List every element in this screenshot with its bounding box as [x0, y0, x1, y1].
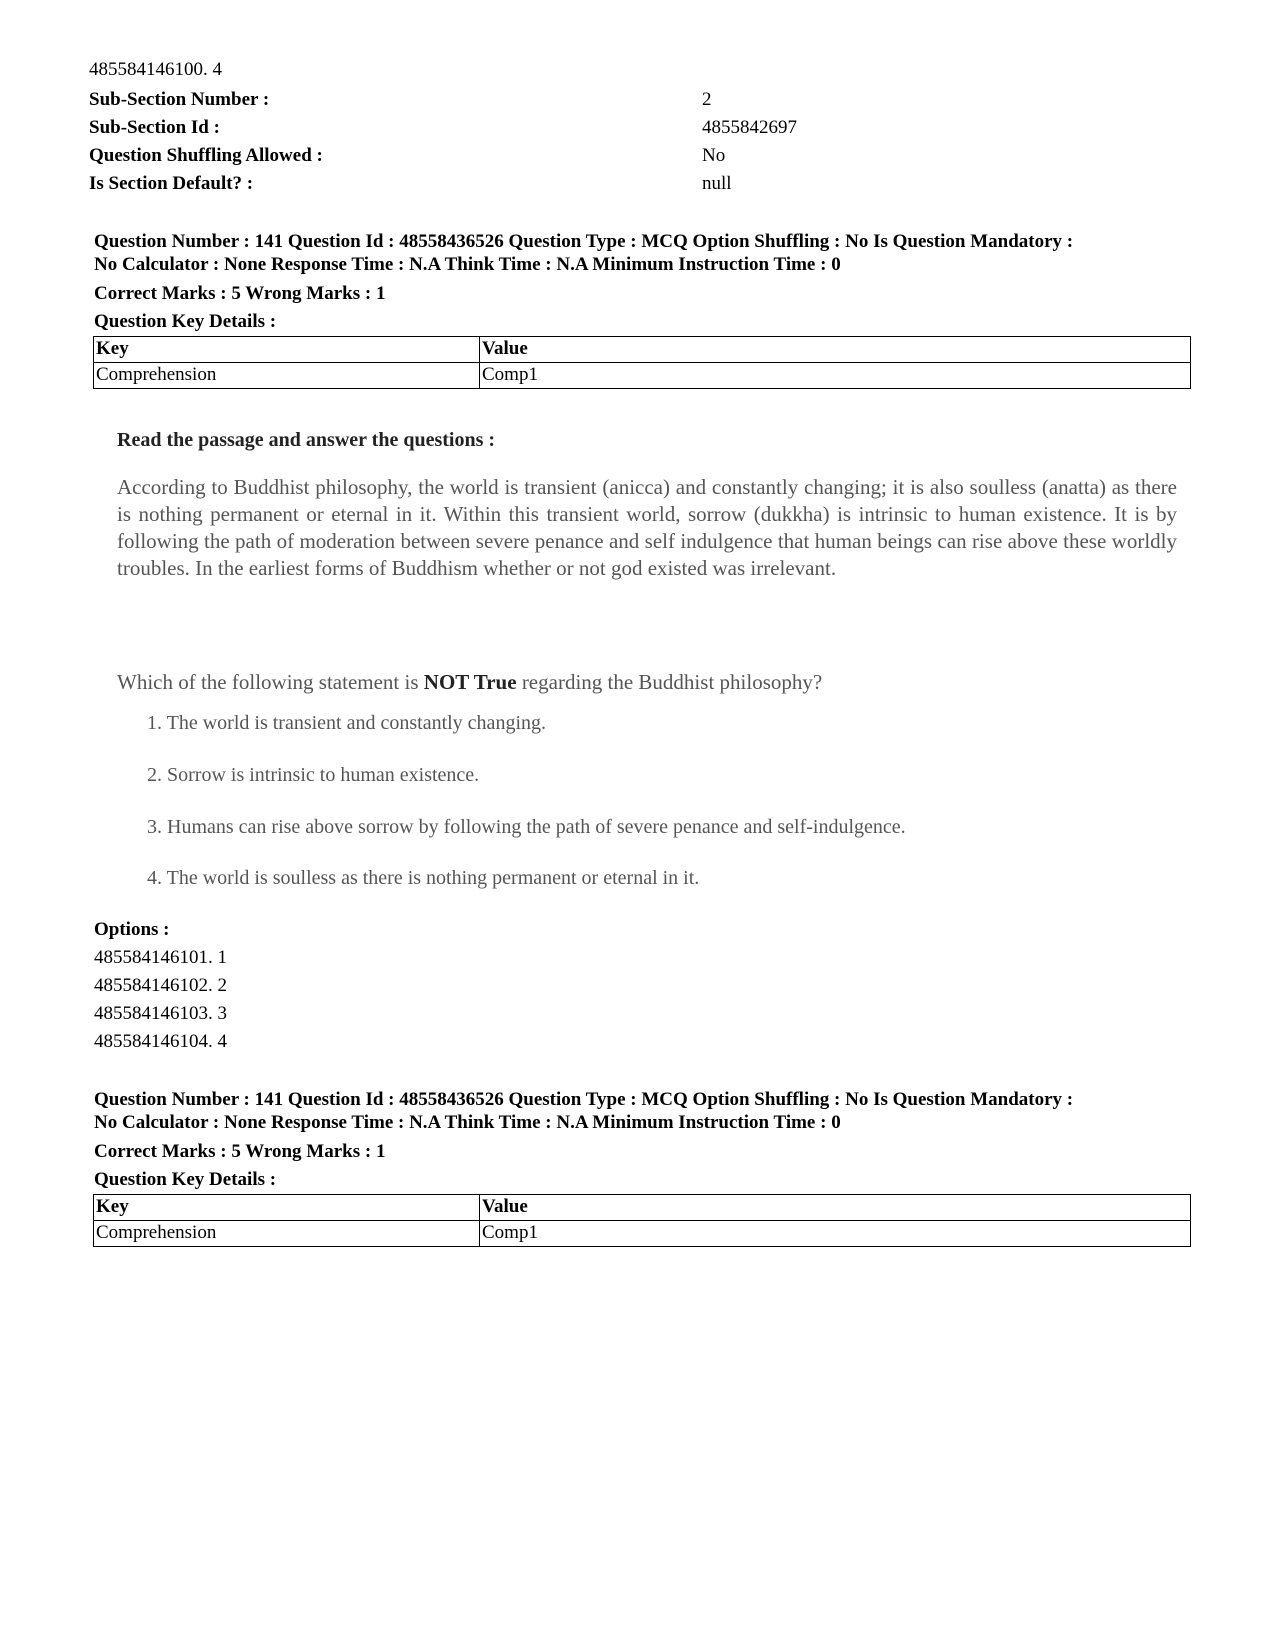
passage-question-emphasis: NOT True — [423, 670, 517, 694]
option-item: 485584146102. 2 — [94, 975, 227, 996]
table-header-row — [94, 337, 1191, 363]
question-shuffling-value: No — [702, 145, 726, 166]
passage-body: According to Buddhist philosophy, the world is transient (anicca) and constantly changing; it is also soulless (anatta) as there is nothing permanent or eternal in it. Within this transient world, sorrow (dukkha) is intrinsic to human existence. It is by following the path of moderation between severe penance and self indulgence that human beings can rise above these worldly troubles. In the earliest forms of Buddhism whether or not god existed was irrelevant. — [117, 475, 1177, 580]
passage-choice: 1. The world is transient and constantly changing. — [147, 712, 546, 734]
question-key-table — [93, 1194, 1191, 1247]
passage-question-suffix: regarding the Buddhist philosophy? — [516, 670, 823, 694]
options-label: Options : — [94, 919, 170, 940]
table-cell-value: Comp1 — [480, 1221, 1191, 1247]
table-header-row — [94, 1195, 1191, 1221]
table-header-value: Value — [480, 1195, 1191, 1221]
question-header — [94, 230, 1194, 336]
passage-question-prefix: Which of the following statement is — [117, 670, 424, 694]
passage-image — [117, 428, 1177, 889]
subsection-row — [89, 88, 809, 116]
passage-choice: 2. Sorrow is intrinsic to human existence. — [147, 764, 480, 786]
previous-option-line: 485584146100. 4 — [89, 59, 222, 80]
table-row — [94, 363, 1191, 389]
table-cell-key: Comprehension — [94, 1221, 480, 1247]
question-meta-line-1: Question Number : 141 Question Id : 48558436526 Question Type : MCQ Option Shuffling : No Is Question Mandatory : — [94, 1089, 1074, 1110]
question-header — [94, 1088, 1194, 1194]
passage-title: Read the passage and answer the questions : — [117, 429, 496, 451]
subsection-number-label: Sub-Section Number : — [89, 89, 270, 110]
section-default-value: null — [702, 173, 732, 194]
options-list — [94, 916, 227, 1056]
subsection-row — [89, 116, 809, 144]
question-key-details-label: Question Key Details : — [94, 1169, 277, 1190]
subsection-row — [89, 144, 809, 172]
section-default-label: Is Section Default? : — [89, 173, 254, 194]
option-item: 485584146104. 4 — [94, 1031, 227, 1052]
question-meta-line-2: No Calculator : None Response Time : N.A Think Time : N.A Minimum Instruction Time : 0 — [94, 254, 841, 275]
table-header-key: Key — [94, 337, 480, 363]
subsection-row — [89, 172, 809, 200]
table-cell-key: Comprehension — [94, 363, 480, 389]
question-marks: Correct Marks : 5 Wrong Marks : 1 — [94, 1141, 386, 1162]
passage-choice: 3. Humans can rise above sorrow by following the path of severe penance and self-indulgence. — [147, 816, 906, 838]
question-marks: Correct Marks : 5 Wrong Marks : 1 — [94, 283, 386, 304]
question-key-table — [93, 336, 1191, 389]
table-header-key: Key — [94, 1195, 480, 1221]
question-meta-line-1: Question Number : 141 Question Id : 48558436526 Question Type : MCQ Option Shuffling : No Is Question Mandatory : — [94, 231, 1074, 252]
question-shuffling-label: Question Shuffling Allowed : — [89, 145, 323, 166]
question-key-details-label: Question Key Details : — [94, 311, 277, 332]
option-item: 485584146103. 3 — [94, 1003, 227, 1024]
subsection-number-value: 2 — [702, 89, 712, 110]
table-row — [94, 1221, 1191, 1247]
table-header-value: Value — [480, 337, 1191, 363]
subsection-id-value: 4855842697 — [702, 117, 797, 138]
question-meta-line-2: No Calculator : None Response Time : N.A Think Time : N.A Minimum Instruction Time : 0 — [94, 1112, 841, 1133]
subsection-info — [89, 88, 809, 200]
passage-question — [117, 669, 822, 696]
subsection-id-label: Sub-Section Id : — [89, 117, 220, 138]
passage-choice: 4. The world is soulless as there is nothing permanent or eternal in it. — [147, 867, 700, 889]
option-item: 485584146101. 1 — [94, 947, 227, 968]
table-cell-value: Comp1 — [480, 363, 1191, 389]
